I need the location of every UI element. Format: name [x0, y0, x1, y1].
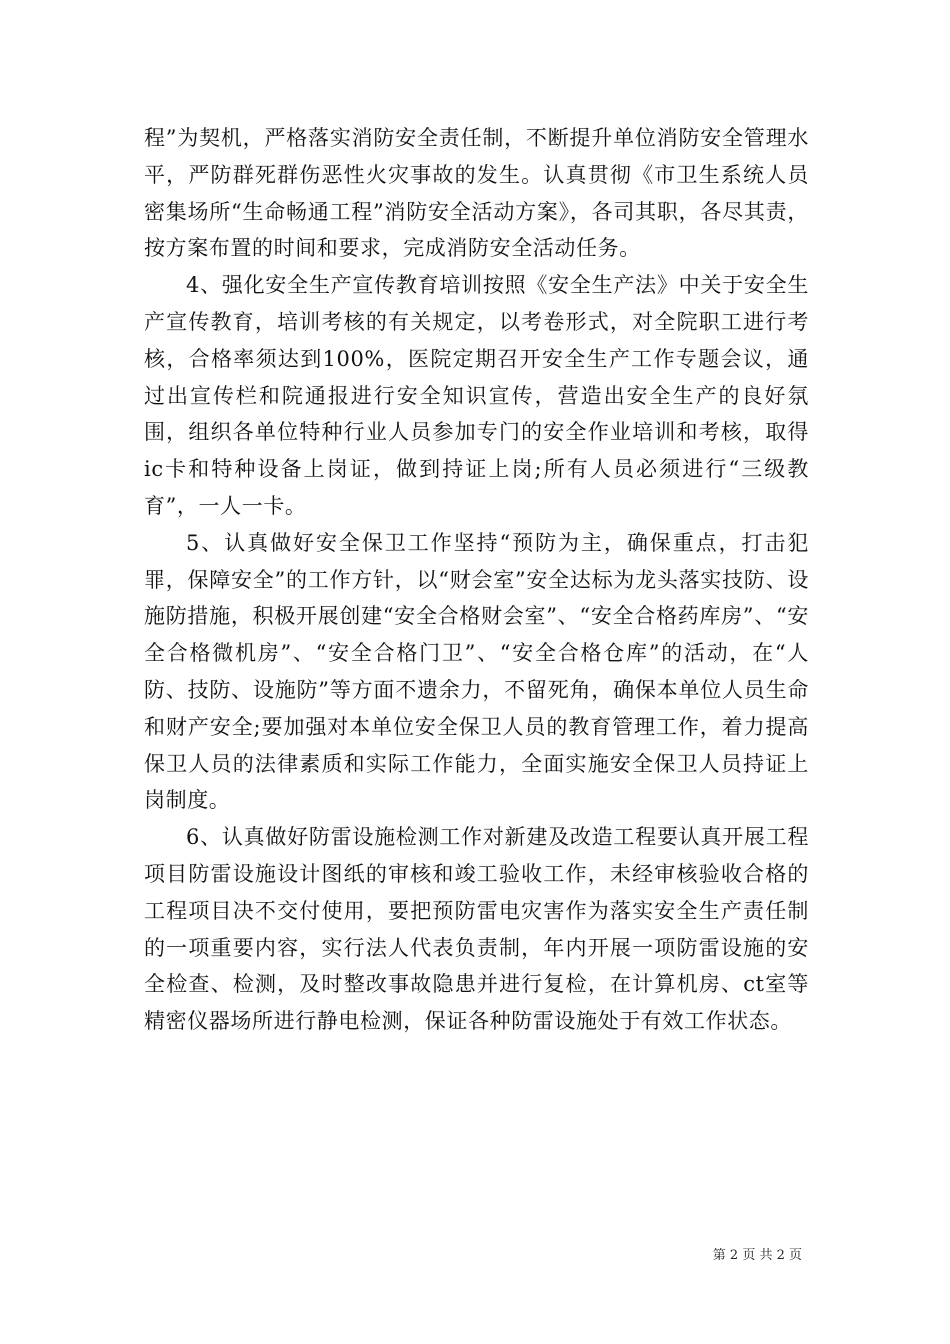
paragraph-continuation: 程”为契机，严格落实消防安全责任制，不断提升单位消防安全管理水平，严防群死群伤恶性火灾事故的发生。认真贯彻《市卫生系统人员密集场所“生命畅通工程”消防安全活动方案》，各司其职，各尽其责，按方案布置的时间和要求，完成消防安全活动任务。 [144, 126, 809, 261]
document-body [144, 120, 809, 1040]
page-number-footer: 第 2 页 共 2 页 [712, 1248, 802, 1263]
paragraph-item-4: 4、强化安全生产宣传教育培训按照《安全生产法》中关于安全生产宣传教育，培训考核的有关规定，以考卷形式，对全院职工进行考核，合格率须达到100%，医院定期召开安全生产工作专题会议，通过出宣传栏和院通报进行安全知识宣传，营造出安全生产的良好氛围，组织各单位特种行业人员参加专门的安全作业培训和考核，取得ic卡和特种设备上岗证，做到持证上岗;所有人员必须进行“三级教育”，一人一卡。 [144, 273, 809, 518]
paragraph-item-5: 5、认真做好安全保卫工作坚持“预防为主，确保重点，打击犯罪，保障安全”的工作方针，以“财会室”安全达标为龙头落实技防、设施防措施，积极开展创建“安全合格财会室”、“安全合格药库房”、“安全合格微机房”、“安全合格门卫”、“安全合格仓库”的活动，在“人防、技防、设施防”等方面不遗余力，不留死角，确保本单位人员生命和财产安全;要加强对本单位安全保卫人员的教育管理工作，着力提高保卫人员的法律素质和实际工作能力，全面实施安全保卫人员持证上岗制度。 [144, 530, 809, 813]
paragraph-item-6: 6、认真做好防雷设施检测工作对新建及改造工程要认真开展工程项目防雷设施设计图纸的审核和竣工验收工作，未经审核验收合格的工程项目决不交付使用，要把预防雷电灾害作为落实安全生产责任制的一项重要内容，实行法人代表负责制，年内开展一项防雷设施的安全检查、检测，及时整改事故隐患并进行复检，在计算机房、ct室等精密仪器场所进行静电检测，保证各种防雷设施处于有效工作状态。 [144, 825, 809, 1034]
